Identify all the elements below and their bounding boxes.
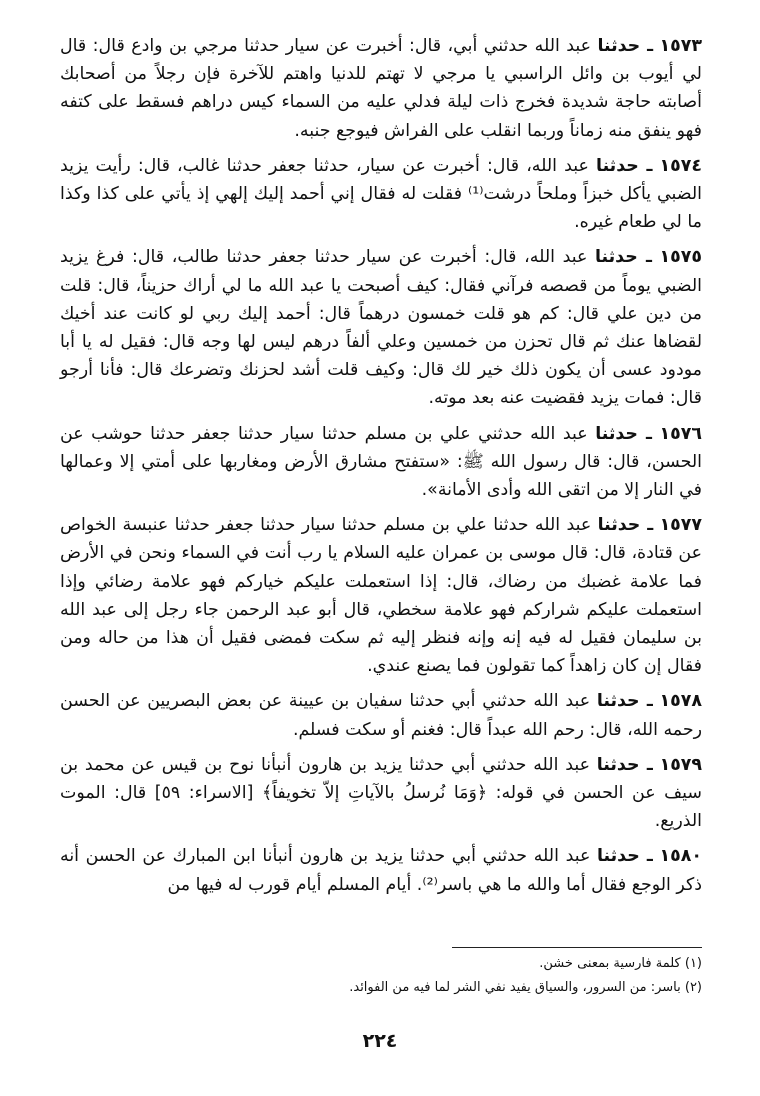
footnote-divider — [452, 947, 702, 948]
page-number: ٢٢٤ — [362, 1030, 398, 1052]
entry-lead: حدثنا — [596, 754, 640, 775]
entry-text: عبد الله حدثني أبي حدثنا يزيد بن هارون أنبأنا ابن المبارك عن الحسن أنه ذكر الوجع فقال أما والله ما هي باسر⁽²⁾. أيام المسلم أيام قورب له فيها من — [60, 846, 702, 895]
entry-text: عبد الله حدثنا علي بن مسلم حدثنا سيار حدثنا جعفر حدثنا عنبسة الخواص عن قتادة، قال: قال موسى بن عمران عليه السلام يا رب أنت في السماء ونحن في الأرض فما علامة غضبك من رضاك، قال: إذا استعملت عليكم خياركم فهو علامة رضائي وإذا استعملت عليكم شراركم فهو علامة سخطي، قال أبو عبد الرحمن جاء رجل إلى عبد الله بن سليمان فقيل له فيه إنه وإنه فنظر إليه ثم سكت فمضى فقيل أن هذا من حاله ومن فقال إن كان زاهداً كما تقولون فما يصنع عندي. — [60, 515, 702, 677]
entry-text: عبد الله، قال: أخبرت عن سيار حدثنا جعفر حدثنا طالب، قال: فرغ يزيد الضبي يوماً من قصصه فرآني فقال: كيف أصبحت يا عبد الله ما لي أراك حزيناً، قال: قلت من دين علي قال: كم هو قلت خمسون درهماً قال: أحمد إليك ربي لو كانت عند أخيك لقضاها عنك ثم قال تحزن من خمسين وعلي ألفاً درهم ليس لها وجه قال: فقيل له يا أبا مودود عسى أن يكون ذلك خير لك قال: وكيف قلت أشد لحزنك وتضرعك قال: فأنا أرجو قال: فمات يزيد فقضيت عنه بعد موته. — [60, 247, 702, 409]
entry-text: عبد الله، قال: أخبرت عن سيار، حدثنا جعفر حدثنا غالب، قال: رأيت يزيد الضبي يأكل خبزاً وملحاً درشت⁽¹⁾ فقلت له فقال إني أحمد إليك إلهي إذ يأتي على كذا وكذا ما لي طعام غيره. — [60, 155, 702, 233]
entry-lead: حدثنا — [595, 423, 638, 444]
entry-number: ١٥٧٧ — [659, 515, 703, 536]
entry-lead: حدثنا — [597, 515, 641, 536]
entry-number: ١٥٧٥ — [659, 247, 703, 268]
hadith-entry-1574: ١٥٧٤ ـ حدثنا عبد الله، قال: أخبرت عن سيار، حدثنا جعفر حدثنا غالب، قال: رأيت يزيد الضبي يأكل خبزاً وملحاً درشت⁽¹⁾ فقلت له فقال إني أحمد إليك إلهي إذ يأتي على كذا وكذا ما لي طعام غيره. — [60, 155, 703, 233]
entry-lead: حدثنا — [597, 36, 641, 56]
entry-text: عبد الله حدثني أبي حدثنا سفيان بن عيينة عن بعض البصريين عن الحسن رحمه الله، قال: رحم الله عبداً قال: فغنم أو سكت فسلم. — [60, 691, 702, 740]
entry-text: عبد الله حدثني علي بن مسلم حدثنا سيار حدثنا جعفر حدثنا حوشب عن الحسن، قال: قال رسول الله ﷺ: «ستفتح مشارق الأرض ومغاربها على أمتي إلا وعمالها في النار إلا من اتقى الله وأدى الأمانة». — [60, 423, 702, 501]
entry-text: عبد الله حدثني أبي، قال: أخبرت عن سيار حدثنا مرجي بن وادع قال: قال لي أيوب بن وائل الراسبي يا مرجي لا تهتم للدنيا واهتم للآخرة فإن رجلاً من أصحابك أصابته حاجة شديدة فخرج ذات ليلة فدلي عليه من السماء كيس دراهم فسقط على كتفه فهو ينفق منه زماناً وربما انقلب على الفراش فيوجع جنبه. — [60, 36, 702, 141]
entry-number: ١٥٨٠ — [659, 846, 702, 867]
hadith-entry-1577: ١٥٧٧ ـ حدثنا عبد الله حدثنا علي بن مسلم حدثنا سيار حدثنا جعفر حدثنا عنبسة الخواص عن قتادة، قال: قال موسى بن عمران عليه السلام يا رب أنت في السماء ونحن في الأرض فما علامة غضبك من رضاك، قال: إذا استعملت عليكم خياركم فهو علامة رضائي وإذا استعملت عليكم شراركم فهو علامة سخطي، قال أبو عبد الرحمن جاء رجل إلى عبد الله بن سليمان فقيل له فيه إنه وإنه فنظر إليه ثم سكت فمضى فقيل أن هذا من حاله ومن فقال إن كان زاهداً كما تقولون فما يصنع عندي. — [60, 515, 703, 677]
hadith-entry-1573: ١٥٧٣ ـ حدثنا عبد الله حدثني أبي، قال: أخبرت عن سيار حدثنا مرجي بن وادع قال: قال لي أيوب بن وائل الراسبي يا مرجي لا تهتم للدنيا واهتم للآخرة فإن رجلاً من أصحابك أصابته حاجة شديدة فخرج ذات ليلة فدلي عليه من السماء كيس دراهم فسقط على كتفه فهو ينفق منه زماناً وربما انقلب على الفراش فيوجع جنبه. — [60, 36, 703, 141]
hadith-entry-1576: ١٥٧٦ ـ حدثنا عبد الله حدثني علي بن مسلم حدثنا سيار حدثنا جعفر حدثنا حوشب عن الحسن، قال: قال رسول الله ﷺ: «ستفتح مشارق الأرض ومغاربها على أمتي إلا وعمالها في النار إلا من اتقى الله وأدى الأمانة». — [60, 423, 702, 501]
entry-lead: حدثنا — [596, 155, 639, 176]
hadith-entry-1579: ١٥٧٩ ـ حدثنا عبد الله حدثني أبي حدثنا يزيد بن هارون أنبأنا نوح بن قيس عن محمد بن سيف عن الحسن في قوله: ﴿وَمَا نُرسلُ بالآياتِ إلاّ تخويفاً﴾ [الاسراء: ٥٩] قال: الموت الذريع. — [60, 754, 703, 832]
entry-number: ١٥٧٣ — [659, 36, 703, 56]
footnote-2: (٢) باسر: من السرور، والسياق يفيد نفي الشر لما فيه من الفوائد. — [349, 980, 702, 995]
entry-number: ١٥٧٨ — [659, 691, 702, 712]
hadith-entry-1575: ١٥٧٥ ـ حدثنا عبد الله، قال: أخبرت عن سيار حدثنا جعفر حدثنا طالب، قال: فرغ يزيد الضبي يوماً من قصصه فرآني فقال: كيف أصبحت يا عبد الله ما لي أراك حزيناً، قال: قلت من دين علي قال: كم هو قلت خمسون درهماً قال: أحمد إليك ربي لو كانت عند أخيك لقضاها عنك ثم قال تحزن من خمسين وعلي ألفاً درهم ليس لها وجه قال: فقيل له يا أبا مودود عسى أن يكون ذلك خير لك قال: وكيف قلت أشد لحزنك وتضرعك قال: فأنا أرجو قال: فمات يزيد فقضيت عنه بعد موته. — [60, 247, 703, 409]
entry-text: عبد الله حدثني أبي حدثنا يزيد بن هارون أنبأنا نوح بن قيس عن محمد بن سيف عن الحسن في قوله: ﴿وَمَا نُرسلُ بالآياتِ إلاّ تخويفاً﴾ [الاسراء: ٥٩] قال: الموت الذريع. — [60, 754, 702, 832]
entry-lead: حدثنا — [596, 691, 640, 712]
entry-lead: حدثنا — [596, 846, 640, 867]
footnotes — [60, 947, 702, 1000]
entry-number: ١٥٧٤ — [659, 155, 703, 176]
hadith-entry-1578: ١٥٧٨ ـ حدثنا عبد الله حدثني أبي حدثنا سفيان بن عيينة عن بعض البصريين عن الحسن رحمه الله، قال: رحم الله عبداً قال: فغنم أو سكت فسلم. — [60, 691, 702, 740]
entry-number: ١٥٧٦ — [659, 423, 702, 444]
entry-number: ١٥٧٩ — [659, 754, 703, 775]
entry-lead: حدثنا — [595, 247, 638, 268]
hadith-entry-1580: ١٥٨٠ ـ حدثنا عبد الله حدثني أبي حدثنا يزيد بن هارون أنبأنا ابن المبارك عن الحسن أنه ذكر الوجع فقال أما والله ما هي باسر⁽²⁾. أيام المسلم أيام قورب له فيها من — [60, 846, 702, 895]
footnote-1: (١) كلمة فارسية بمعنى خشن. — [539, 956, 702, 971]
